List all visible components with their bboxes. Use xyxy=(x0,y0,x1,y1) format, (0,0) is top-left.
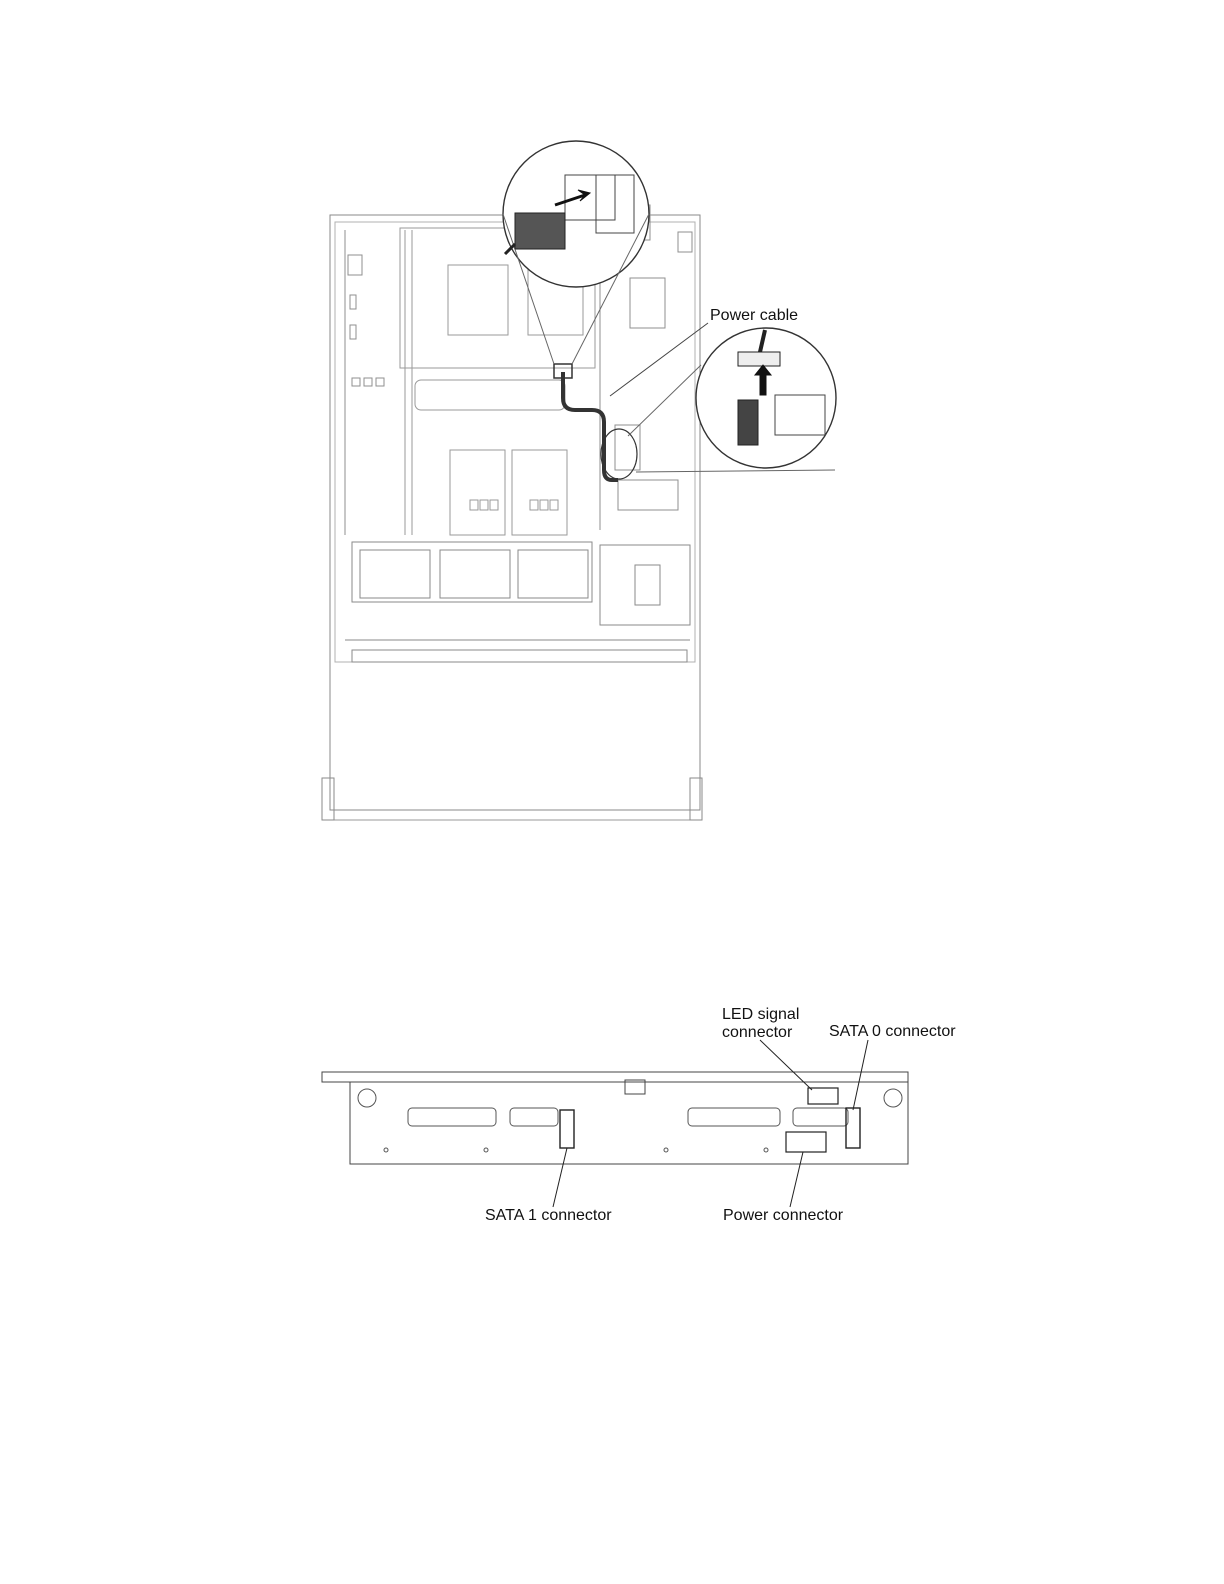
sata0-connector-label: SATA 0 connector xyxy=(829,1023,956,1040)
backplane-board xyxy=(322,1072,908,1164)
led-signal-connector-shape xyxy=(808,1088,838,1104)
sata1-connector-shape xyxy=(560,1110,574,1148)
sata1-leader xyxy=(553,1148,567,1207)
power-connector-label: Power connector xyxy=(723,1207,844,1224)
power-connector-shape xyxy=(786,1132,826,1152)
sata0-leader xyxy=(853,1040,868,1110)
power-cable-label: Power cable xyxy=(710,307,799,324)
power-connector-leader xyxy=(790,1152,803,1207)
led-signal-connector-label: LED signal connector xyxy=(722,1006,800,1041)
sata1-connector-label: SATA 1 connector xyxy=(485,1207,612,1224)
